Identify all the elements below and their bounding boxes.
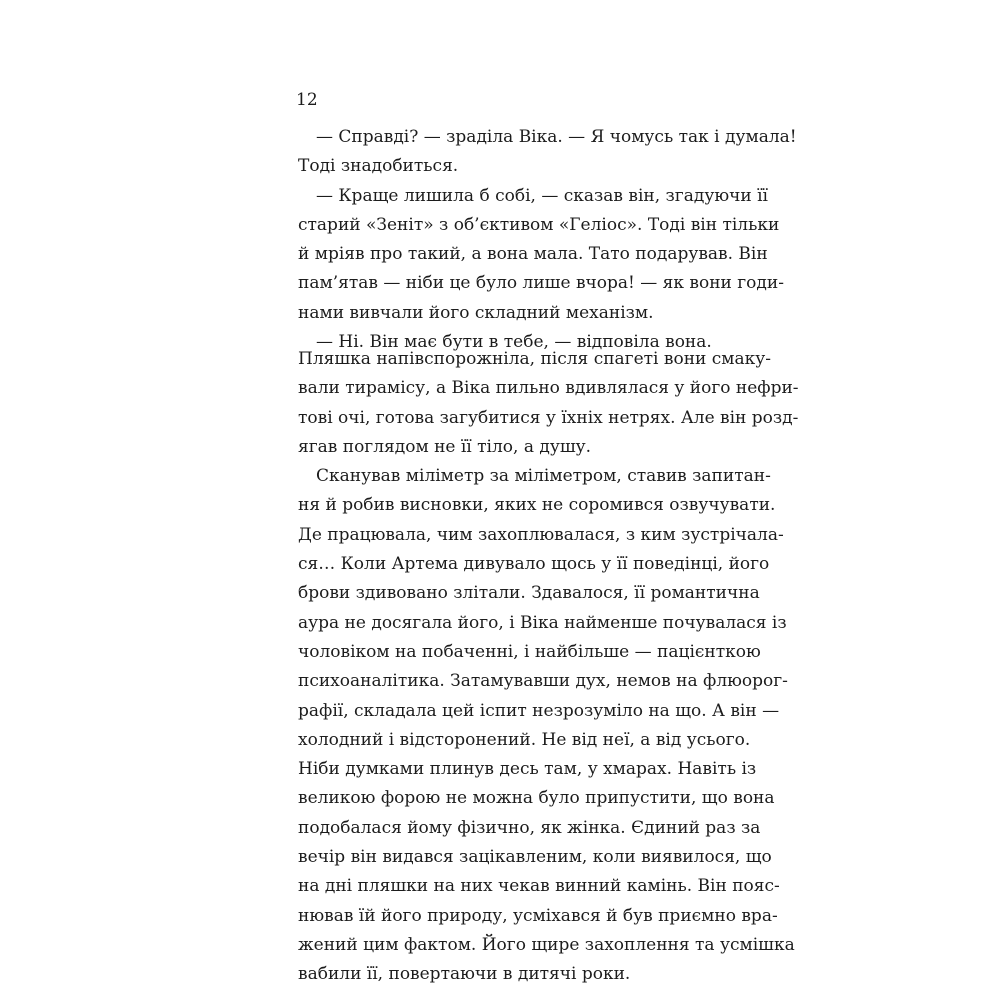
text-line: вабили її, повертаючи в дитячі роки. (298, 964, 631, 985)
text-line: Сканував міліметр за міліметром, ставив запитан- (316, 466, 771, 487)
text-line: — Справді? — зраділа Віка. — Я чомусь так і думала! (316, 127, 797, 147)
text-line: аура не досягала його, і Віка найменше почувалася із (298, 612, 787, 633)
text-line: ся… Коли Артема дивувало щось у її поведінці, його (298, 554, 770, 575)
text-line: нював їй його природу, усміхався й був приємно вра- (298, 905, 778, 926)
narrative-block (298, 345, 799, 990)
text-line: Ніби думками плинув десь там, у хмарах. Навіть із (298, 759, 757, 780)
text-line: ягав поглядом не її тіло, а душу. (298, 436, 592, 457)
dialogue-block (298, 123, 797, 357)
text-line: холодний і відсторонений. Не від неї, а від усього. (298, 729, 751, 750)
text-line: Де працювала, чим захоплювалася, з ким зустрічала- (298, 524, 784, 545)
text-line: чоловіком на побаченні, і найбільше — пацієнткою (298, 641, 761, 662)
text-line: вечір він видався зацікавленим, коли виявилося, що (298, 847, 772, 868)
text-line: Пляшка напівспорожніла, після спагеті вони смаку- (298, 349, 772, 369)
text-line: — Краще лишила б собі, — сказав він, згадуючи її (316, 185, 768, 206)
text-line: жений цим фактом. Його щире захоплення та усмішка (298, 934, 795, 955)
text-line: старий «Зеніт» з об’єктивом «Геліос». Тоді він тільки (298, 214, 780, 235)
text-line: пам’ятав — ніби це було лише вчора! — як вони годи- (298, 273, 784, 294)
text-line: психоаналітика. Затамувавши дух, немов на флюорог- (298, 671, 788, 692)
text-line: тові очі, готова загубитися у їхніх нетрях. Але він розд- (298, 407, 799, 428)
page-number: 12 (296, 90, 318, 110)
text-line: великою форою не можна було припустити, що вона (298, 788, 775, 809)
text-line: рафії, складала цей іспит незрозуміло на що. А він — (298, 700, 780, 721)
text-line: брови здивовано злітали. Здавалося, її романтична (298, 583, 760, 604)
text-line: подобалася йому фізично, як жінка. Єдиний раз за (298, 817, 761, 838)
text-line: нами вивчали його складний механізм. (298, 302, 654, 323)
text-line: й мріяв про такий, а вона мала. Тато подарував. Він (298, 244, 768, 265)
text-line: ня й робив висновки, яких не соромився озвучувати. (298, 495, 776, 516)
text-line: — Ні. Він має бути в тебе, — відповіла вона. (316, 332, 712, 353)
text-line: на дні пляшки на них чекав винний камінь. Він пояс- (298, 876, 780, 897)
text-line: вали тирамісу, а Віка пильно вдивлялася у його нефри- (298, 378, 799, 399)
text-line: Тоді знадобиться. (298, 156, 459, 177)
